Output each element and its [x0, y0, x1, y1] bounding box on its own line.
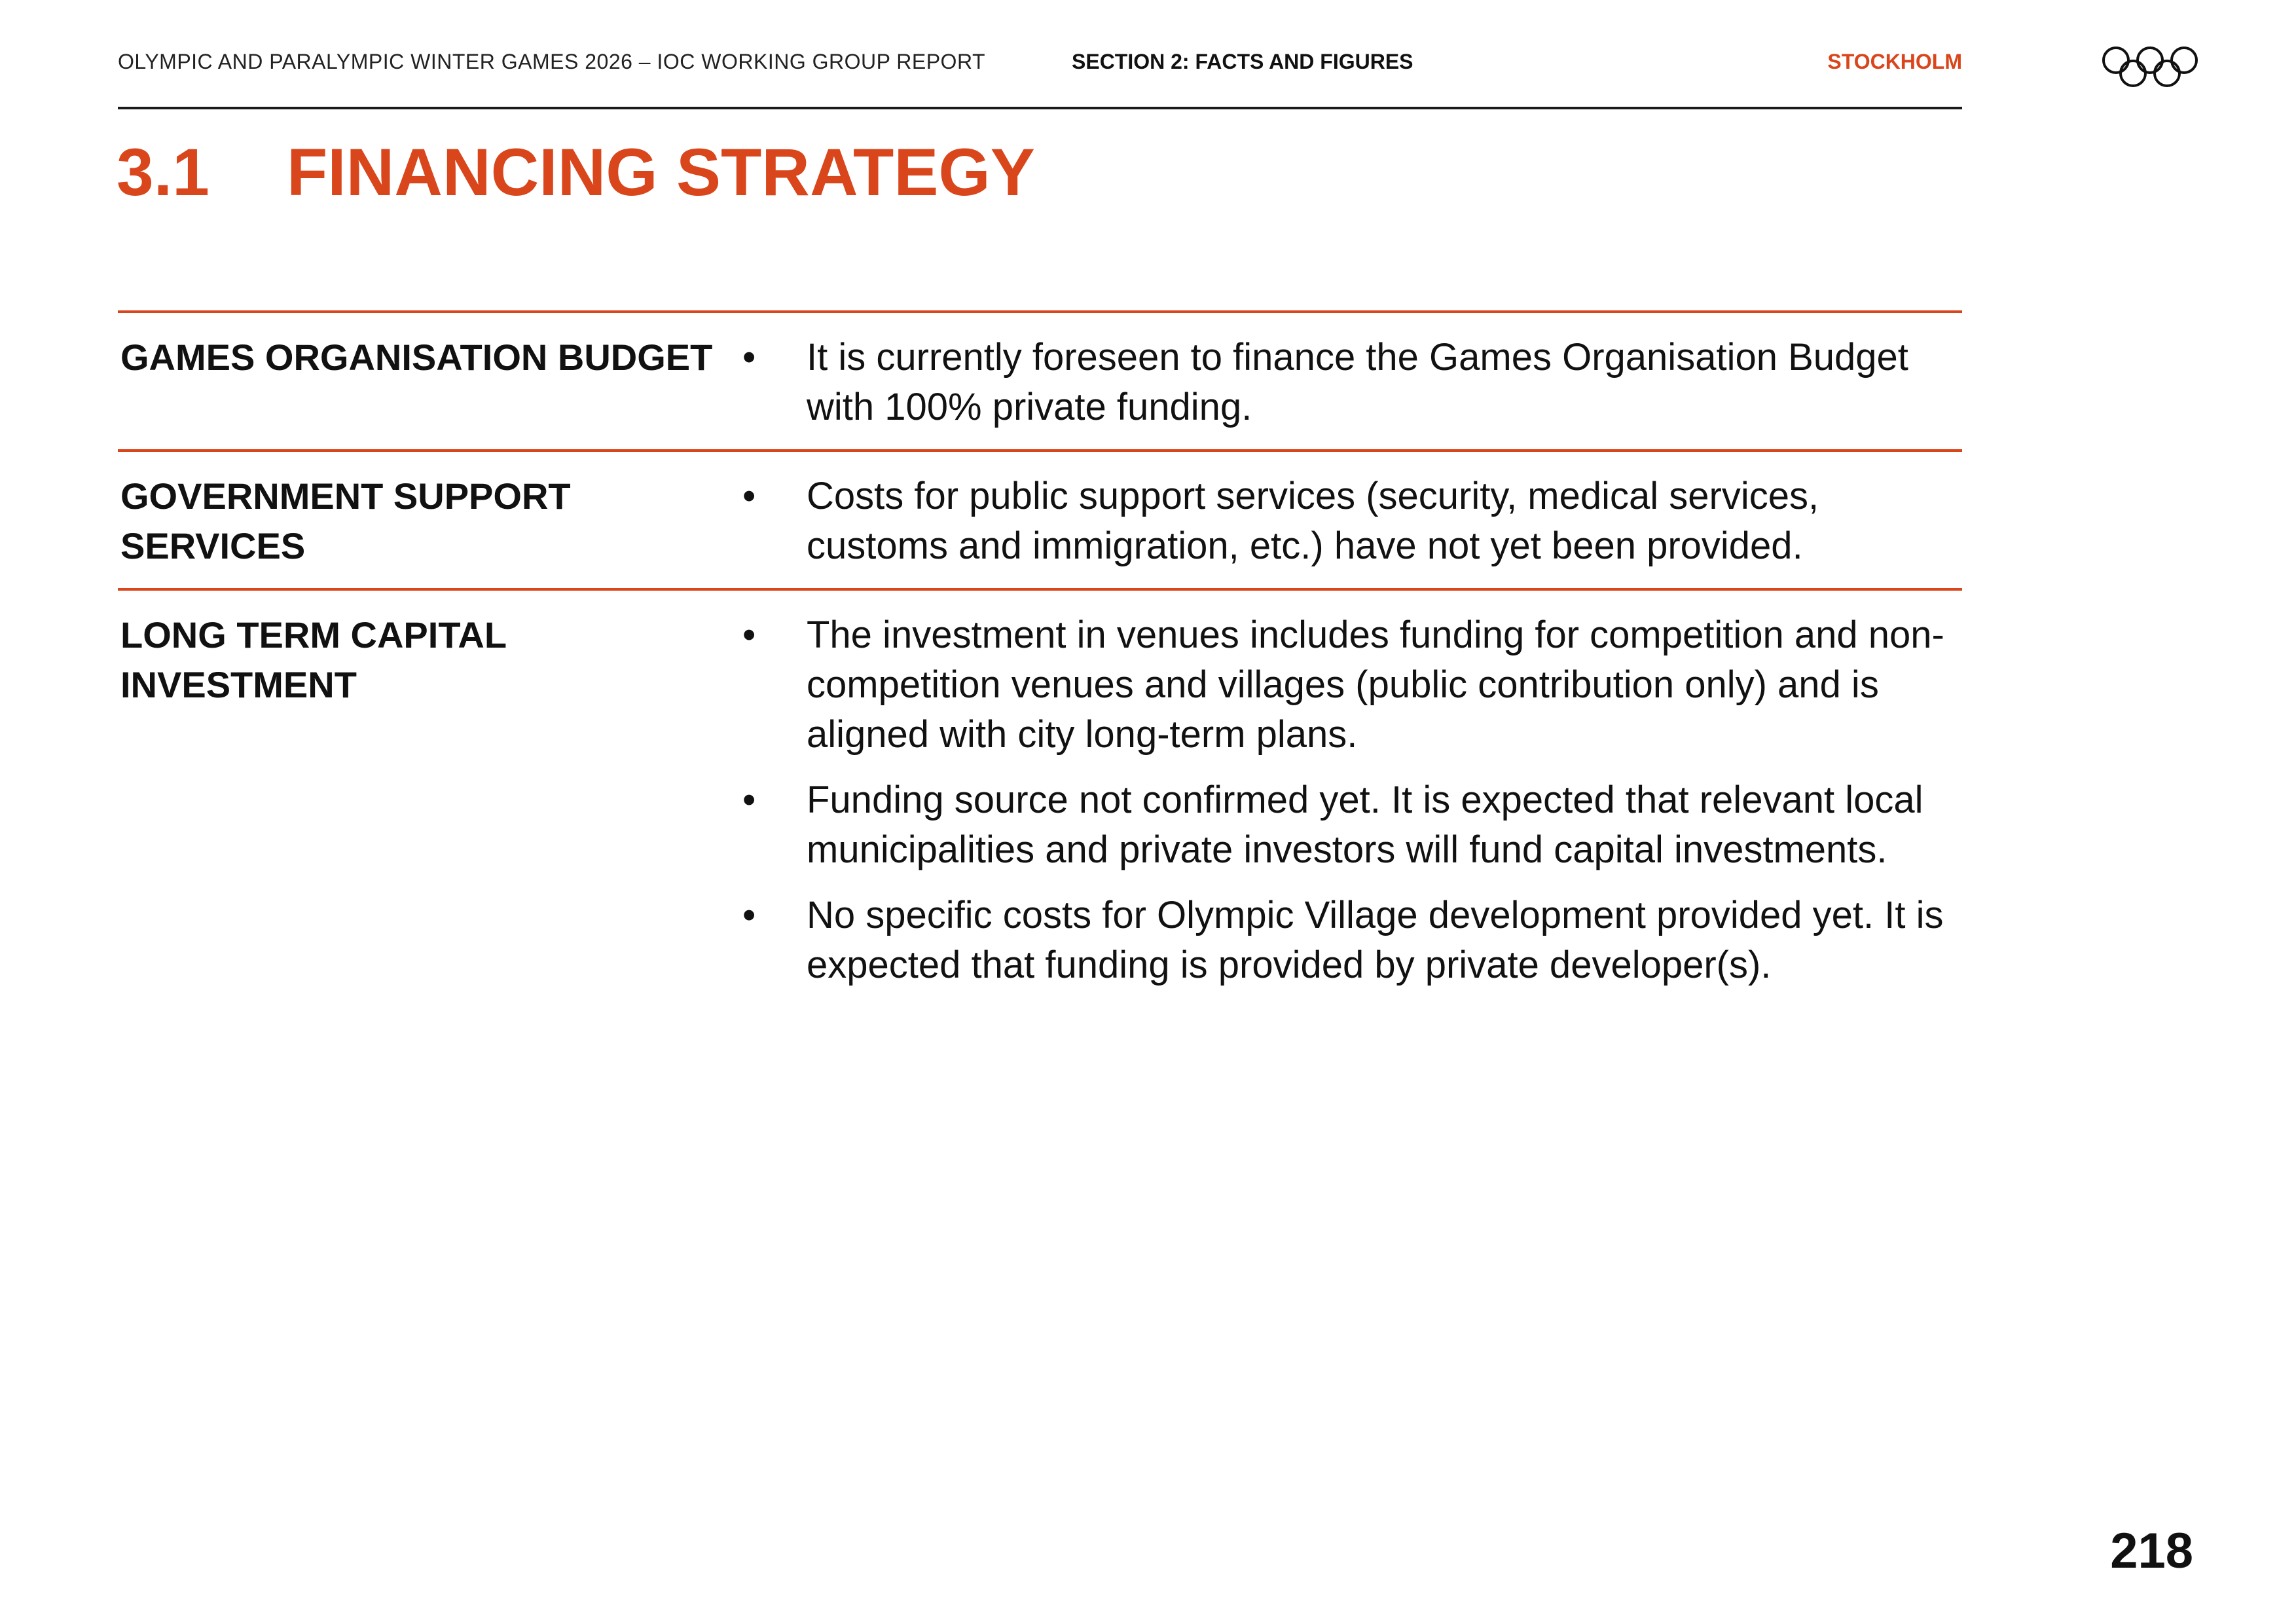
bullet-list	[723, 610, 1962, 990]
bullet-item	[723, 891, 1962, 990]
row-label: GOVERNMENT SUPPORT SERVICES	[120, 475, 571, 566]
bullet-list	[723, 471, 1962, 571]
bullet-item	[723, 775, 1962, 875]
table-row	[118, 588, 1962, 990]
bullet-icon: •	[742, 475, 756, 517]
page-number: 218	[2110, 1523, 2193, 1579]
table-row	[118, 449, 1962, 588]
bullet-icon: •	[742, 894, 756, 936]
bullet-text: Costs for public support services (security, medical services, customs and immigration, etc.) have not yet been provided.	[807, 475, 1819, 567]
section-title: FINANCING STRATEGY	[287, 135, 1035, 210]
financing-table	[118, 310, 1962, 990]
table-row	[118, 310, 1962, 449]
bullet-text: It is currently foreseen to finance the Games Organisation Budget with 100% private funding.	[807, 336, 1908, 428]
section-number: 3.1	[117, 135, 210, 210]
bullet-text: Funding source not confirmed yet. It is expected that relevant local municipalities and private investors will fund capital investments.	[807, 779, 1923, 871]
bullet-text: No specific costs for Olympic Village development provided yet. It is expected that funding is provided by private developer(s).	[807, 894, 1944, 986]
bullet-icon: •	[742, 336, 756, 378]
row-label: GAMES ORGANISATION BUDGET	[120, 337, 713, 378]
section-label: SECTION 2: FACTS AND FIGURES	[1072, 50, 1413, 73]
bullet-item	[723, 471, 1962, 571]
bullet-item	[723, 333, 1962, 432]
bullet-icon: •	[742, 614, 756, 656]
page-title	[117, 134, 1035, 211]
olympic-rings-icon	[2102, 45, 2198, 89]
bullet-text: The investment in venues includes funding for competition and non-competition venues and villages (public contribution only) and is aligned with city long-term plans.	[807, 614, 1944, 756]
bullet-icon: •	[742, 779, 756, 821]
header-divider	[118, 107, 1962, 109]
bullet-list	[723, 333, 1962, 432]
city-label: STOCKHOLM	[1827, 50, 1962, 73]
report-title: OLYMPIC AND PARALYMPIC WINTER GAMES 2026 – IOC WORKING GROUP REPORT	[118, 50, 986, 73]
row-label: LONG TERM CAPITAL INVESTMENT	[120, 614, 507, 705]
bullet-item	[723, 610, 1962, 760]
